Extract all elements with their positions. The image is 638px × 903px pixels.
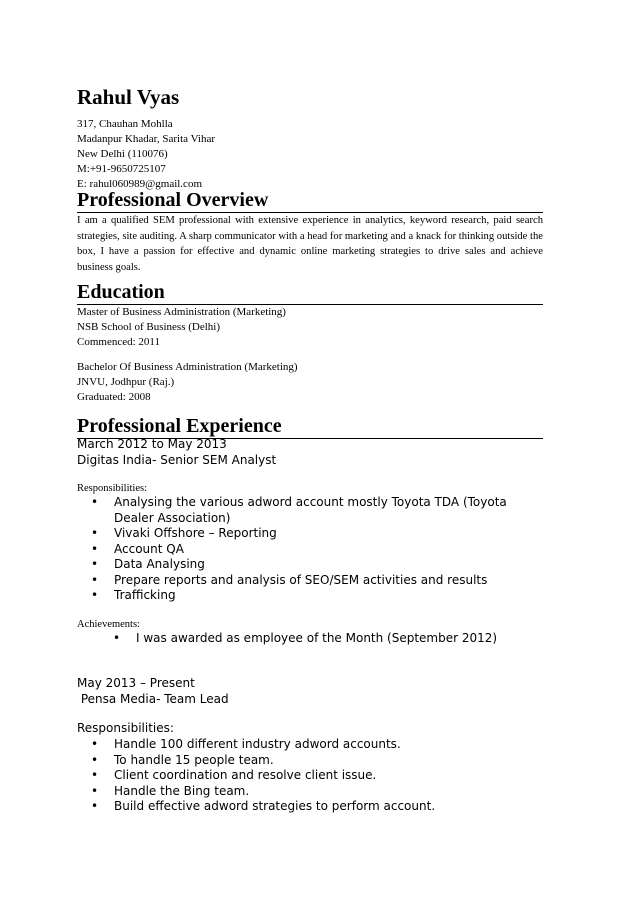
job-role: Pensa Media- Team Lead xyxy=(77,691,229,706)
experience-heading: Professional Experience xyxy=(77,415,543,439)
list-item-text: To handle 15 people team. xyxy=(114,752,274,767)
list-item xyxy=(77,526,543,542)
job-period: May 2013 – Present xyxy=(77,676,195,690)
list-item-text: Client coordination and resolve client issue. xyxy=(114,768,377,782)
responsibilities-list xyxy=(77,737,543,815)
education-degree: Master of Business Administration (Marketing) xyxy=(77,306,286,318)
mobile-number: M:+91-9650725107 xyxy=(77,163,166,175)
overview-text: I am a qualified SEM professional with extensive experience in analytics, keyword research, paid search strategies, site auditing. A sharp communicator with a head for marketing and a knack for thinking outside the box, I have a passion for effective and dynamic online marketing strategies to drive sales and achieve business goals. xyxy=(77,215,543,273)
education-entry xyxy=(77,360,298,405)
bullet-icon: • xyxy=(91,799,99,813)
candidate-name: Rahul Vyas xyxy=(77,85,180,109)
list-item-text: I was awarded as employee of the Month (September 2012) xyxy=(136,631,498,645)
list-item-text: Account QA xyxy=(114,541,184,556)
education-status: Commenced: 2011 xyxy=(77,336,160,348)
achievements-list xyxy=(99,631,543,647)
list-item-text: Analysing the various adword account mostly Toyota TDA (Toyota Dealer Association) xyxy=(114,495,507,525)
list-item-text: Prepare reports and analysis of SEO/SEM activities and results xyxy=(114,572,488,587)
list-item xyxy=(77,737,543,753)
responsibilities-label: Responsibilities: xyxy=(77,721,174,735)
list-item-text: Handle 100 different industry adword accounts. xyxy=(114,737,401,751)
list-item-text: Data Analysing xyxy=(114,557,205,571)
list-item xyxy=(77,768,543,784)
bullet-icon: • xyxy=(113,631,121,645)
bullet-icon: • xyxy=(91,572,99,587)
list-item-text: Trafficking xyxy=(114,588,176,602)
list-item xyxy=(77,495,543,526)
bullet-icon: • xyxy=(91,737,99,751)
list-item xyxy=(77,557,543,573)
education-school: JNVU, Jodhpur (Raj.) xyxy=(77,376,175,388)
address-line-2: Madanpur Khadar, Sarita Vihar xyxy=(77,133,215,145)
responsibilities-label: Responsibilities: xyxy=(77,483,148,494)
job-header xyxy=(77,676,229,707)
education-entry xyxy=(77,305,286,350)
bullet-icon: • xyxy=(91,557,99,571)
achievements-label: Achievements: xyxy=(77,619,140,630)
bullet-icon: • xyxy=(91,588,99,602)
bullet-icon: • xyxy=(91,783,99,798)
contact-block xyxy=(77,117,215,192)
education-school: NSB School of Business (Delhi) xyxy=(77,321,220,333)
job-header xyxy=(77,437,276,468)
overview-heading: Professional Overview xyxy=(77,189,543,213)
list-item-text: Vivaki Offshore – Reporting xyxy=(114,526,277,540)
list-item xyxy=(77,784,543,800)
list-item xyxy=(77,799,543,815)
job-role: Digitas India- Senior SEM Analyst xyxy=(77,452,277,467)
education-status: Graduated: 2008 xyxy=(77,391,151,403)
list-item xyxy=(77,573,543,589)
address-city: New Delhi (110076) xyxy=(77,148,168,160)
list-item xyxy=(77,753,543,769)
list-item xyxy=(77,588,543,604)
bullet-icon: • xyxy=(91,526,99,540)
bullet-icon: • xyxy=(91,541,99,556)
list-item-text: Build effective adword strategies to perform account. xyxy=(114,799,436,813)
email-address: E: rahul060989@gmail.com xyxy=(77,178,202,190)
education-degree: Bachelor Of Business Administration (Marketing) xyxy=(77,361,298,373)
list-item xyxy=(77,542,543,558)
bullet-icon: • xyxy=(91,768,99,782)
responsibilities-list xyxy=(77,495,543,604)
bullet-icon: • xyxy=(91,752,99,767)
education-heading: Education xyxy=(77,281,543,305)
list-item xyxy=(99,631,543,647)
list-item-text: Handle the Bing team. xyxy=(114,783,250,798)
job-period: March 2012 to May 2013 xyxy=(77,437,227,451)
bullet-icon: • xyxy=(91,495,99,509)
resume-page xyxy=(77,0,543,903)
address-line-1: 317, Chauhan Mohlla xyxy=(77,118,173,130)
